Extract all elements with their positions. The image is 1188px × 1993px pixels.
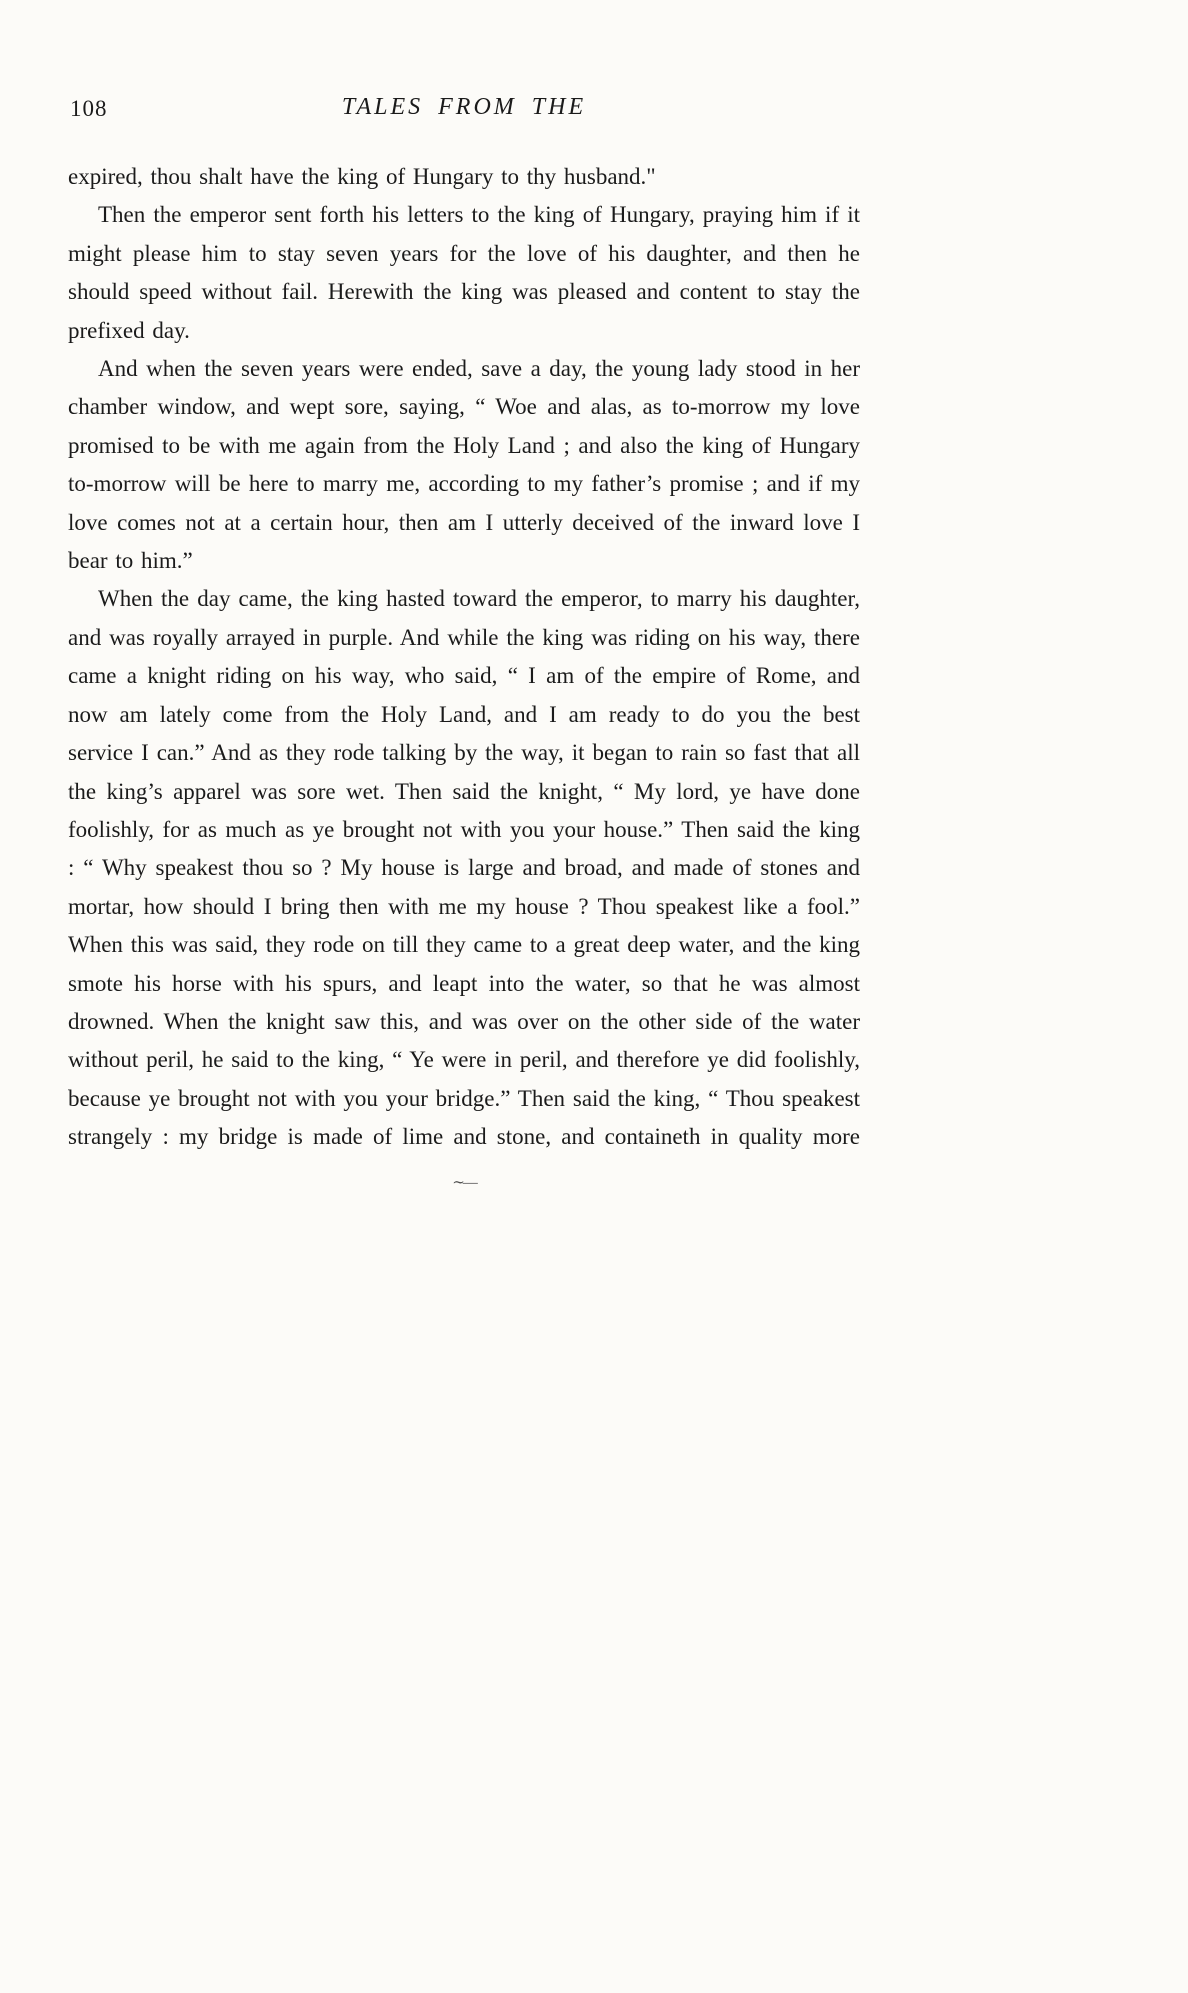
- paragraph: Then the emperor sent forth his letters to the king of Hungary, praying him if it might please him to stay seven years for the love of his daughter, and then he should speed without fail. Herewith the king was pleased and content to stay the prefixed day.: [68, 202, 860, 343]
- paragraph: expired, thou shalt have the king of Hungary to thy husband.": [68, 164, 656, 189]
- page-content: [68, 92, 860, 1192]
- running-title: TALES FROM THE: [341, 94, 587, 120]
- page-body: [68, 158, 860, 1157]
- paragraph: When the day came, the king hasted toward the emperor, to marry his daughter, and was royally arrayed in purple. And while the king was riding on his way, there came a knight riding on his way, who said, “ I am of the empire of Rome, and now am lately come from the Holy Land, and I am ready to do you the best service I can.” And as they rode talking by the way, it began to rain so fast that all the king’s apparel was sore wet. Then said the knight, “ My lord, ye have done foolishly, for as much as ye brought not with you your house.” Then said the king : “ Why speakest thou so ? My house is large and broad, and made of stones and mortar, how should I bring then with me my house ? Thou speakest like a fool.” When this was said, they rode on till they came to a great deep water, and the king smote his horse with his spurs, and leapt into the water, so that he was almost drowned. When the knight saw this, and was over on the other side of the water without peril, he said to the king, “ Ye were in peril, and therefore ye did foolishly, because ye brought not with you your bridge.” Then said the king, “ Thou speakest strangely : my bridge is made of lime and stone, and containeth in quality more: [68, 586, 860, 1150]
- paragraph: And when the seven years were ended, save a day, the young lady stood in her chamber window, and wept sore, saying, “ Woe and alas, as to-morrow my love promised to be with me again from the Holy Land ; and also the king of Hungary to-morrow will be here to marry me, according to my father’s promise ; and if my love comes not at a certain hour, then am I utterly deceived of the inward love I bear to him.”: [68, 356, 860, 574]
- printers-mark: ∼—: [452, 1174, 476, 1191]
- page-number: 108: [70, 96, 108, 121]
- page-header: [68, 92, 860, 136]
